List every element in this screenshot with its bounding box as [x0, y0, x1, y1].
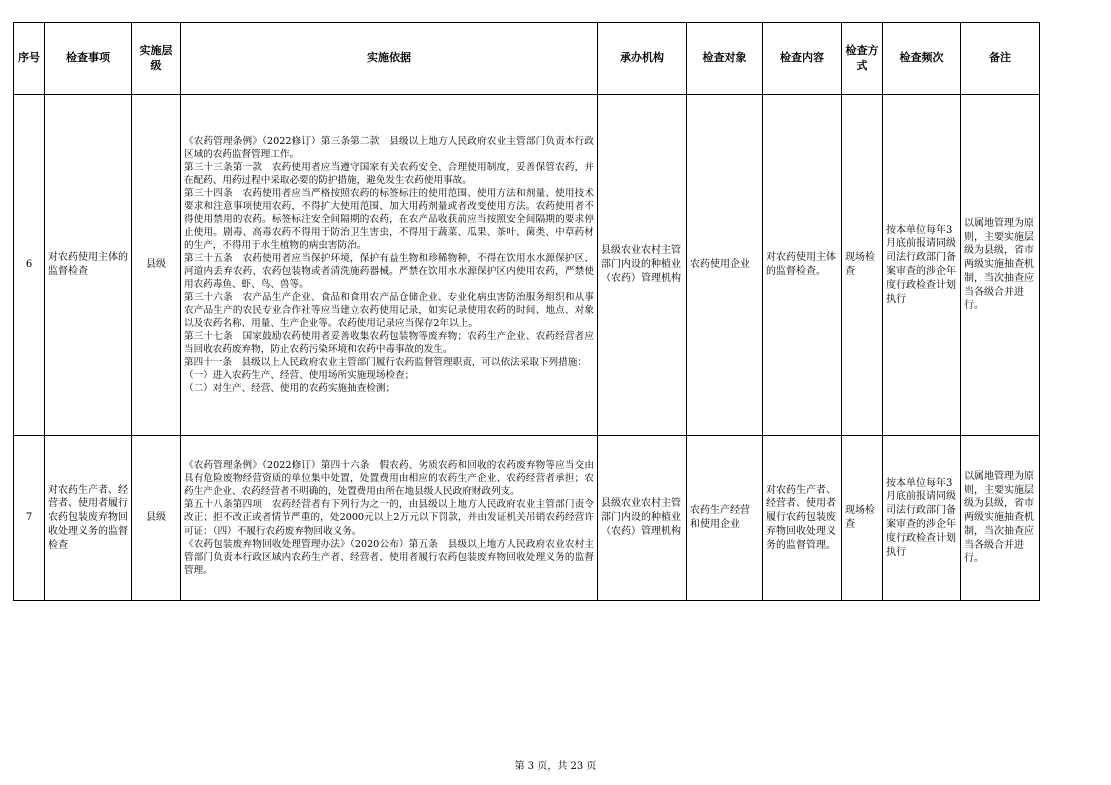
- row-seq: 7: [14, 436, 45, 601]
- header-org: 承办机构: [598, 23, 687, 95]
- header-level: 实施层级: [132, 23, 181, 95]
- basis-paragraph: （一）进入农药生产、经营、使用场所实施现场检查；: [184, 370, 415, 382]
- row-org: 县级农业农村主管部门内设的种植业（农药）管理机构: [598, 436, 687, 601]
- basis-paragraph: 第三十三条第一款 农药使用者应当遵守国家有关农药安全、合理使用制度，妥善保管农药，并在配药、用药过程中采取必要的防护措施，避免发生农药使用事故。: [184, 161, 594, 186]
- header-content: 检查内容: [763, 23, 842, 95]
- row-seq: 6: [14, 95, 45, 436]
- row-level: 县级: [132, 95, 181, 436]
- row-basis: [181, 436, 598, 601]
- row-content: 对农药生产者、经营者、使用者履行农药包装废弃物回收处理义务的监督管理。: [763, 436, 842, 601]
- row-method: 现场检查: [842, 95, 883, 436]
- basis-paragraph: 《农药包装废弃物回收处理管理办法》（2020公布）第五条 县级以上地方人民政府农业农村主管部门负责本行政区域内农药生产者、经营者、使用者履行农药包装废弃物回收处理义务的监督管理。: [184, 538, 594, 576]
- header-method: 检查方式: [842, 23, 883, 95]
- row-org: 县级农业农村主管部门内设的种植业（农药）管理机构: [598, 95, 687, 436]
- table-header-row: [14, 23, 1040, 95]
- row-frequency: 按本单位每年3月底前报请同级司法行政部门备案审查的涉企年度行政检查计划执行: [883, 95, 961, 436]
- page-number: 第 3 页，共 23 页: [514, 761, 597, 772]
- table-row: [14, 436, 1040, 601]
- inspection-table: [13, 22, 1040, 601]
- row-item: 对农药使用主体的监督检查: [45, 95, 132, 436]
- row-content: 对农药使用主体的监督检查。: [763, 95, 842, 436]
- basis-paragraph: 《农药管理条例》（2022修订）第三条第二款 县级以上地方人民政府农业主管部门负责本行政区域的农药监督管理工作。: [184, 135, 594, 160]
- basis-paragraph: 第五十八条第四项 农药经营者有下列行为之一的，由县级以上地方人民政府农业主管部门责令改正；拒不改正或者情节严重的，处2000元以上2万元以下罚款，并由发证机关吊销农药经营许可证：（四）不履行农药废弃物回收义务。: [184, 499, 594, 537]
- row-remark: 以属地管理为原则，主要实施层级为县级，省市两级实施抽查机制，当次抽查应当各级合并进行。: [961, 436, 1040, 601]
- header-item: 检查事项: [45, 23, 132, 95]
- header-frequency: 检查频次: [883, 23, 961, 95]
- row-target: 农药生产经营和使用企业: [687, 436, 763, 601]
- table-row: [14, 95, 1040, 436]
- basis-paragraph: 第三十五条 农药使用者应当保护环境，保护有益生物和珍稀物种，不得在饮用水水源保护区、河道内丢弃农药、农药包装物或者清洗施药器械。严禁在饮用水水源保护区内使用农药，严禁使用农药毒鱼、虾、鸟、兽等。: [184, 252, 594, 291]
- basis-paragraph: 第三十七条 国家鼓励农药使用者妥善收集农药包装物等废弃物；农药生产企业、农药经营者应当回收农药废弃物，防止农药污染环境和农药中毒事故的发生。: [184, 331, 594, 356]
- row-frequency: 按本单位每年3月底前报请同级司法行政部门备案审查的涉企年度行政检查计划执行: [883, 436, 961, 601]
- row-method: 现场检查: [842, 436, 883, 601]
- header-remark: 备注: [961, 23, 1040, 95]
- basis-paragraph: （二）对生产、经营、使用的农药实施抽查检测；: [184, 383, 396, 395]
- basis-paragraph: 《农药管理条例》（2022修订）第四十六条 假农药、劣质农药和回收的农药废弃物等应当交由具有危险废物经营资质的单位集中处置，处置费用由相应的农药生产企业、农药经营者承担；农药生产企业、农药经营者不明确的，处置费用由所在地县级人民政府财政列支。: [184, 460, 594, 498]
- basis-paragraph: 第四十一条 县级以上人民政府农业主管部门履行农药监督管理职责，可以依法采取下列措施：: [184, 357, 587, 369]
- row-level: 县级: [132, 436, 181, 601]
- row-basis: [181, 95, 598, 436]
- row-target: 农药使用企业: [687, 95, 763, 436]
- row-remark: 以属地管理为原则，主要实施层级为县级，省市两级实施抽查机制，当次抽查应当各级合并进行。: [961, 95, 1040, 436]
- header-basis: 实施依据: [181, 23, 598, 95]
- basis-paragraph: 第三十四条 农药使用者应当严格按照农药的标签标注的使用范围、使用方法和剂量、使用技术要求和注意事项使用农药，不得扩大使用范围、加大用药剂量或者改变使用方法。农药使用者不得使用禁用的农药。标签标注安全间隔期的农药，在农产品收获前应当按照安全间隔期的要求停止使用。剧毒、高毒农药不得用于防治卫生害虫，不得用于蔬菜、瓜果、茶叶、菌类、中草药材的生产，不得用于水生植物的病虫害防治。: [184, 187, 594, 251]
- basis-paragraph: 第三十六条 农产品生产企业、食品和食用农产品仓储企业、专业化病虫害防治服务组织和从事农产品生产的农民专业合作社等应当建立农药使用记录，如实记录使用农药的时间、地点、对象以及农药名称、用量、生产企业等。农药使用记录应当保存2年以上。: [184, 292, 594, 330]
- row-item: 对农药生产者、经营者、使用者履行农药包装废弃物回收处理义务的监督检查: [45, 436, 132, 601]
- header-seq: 序号: [14, 23, 45, 95]
- header-target: 检查对象: [687, 23, 763, 95]
